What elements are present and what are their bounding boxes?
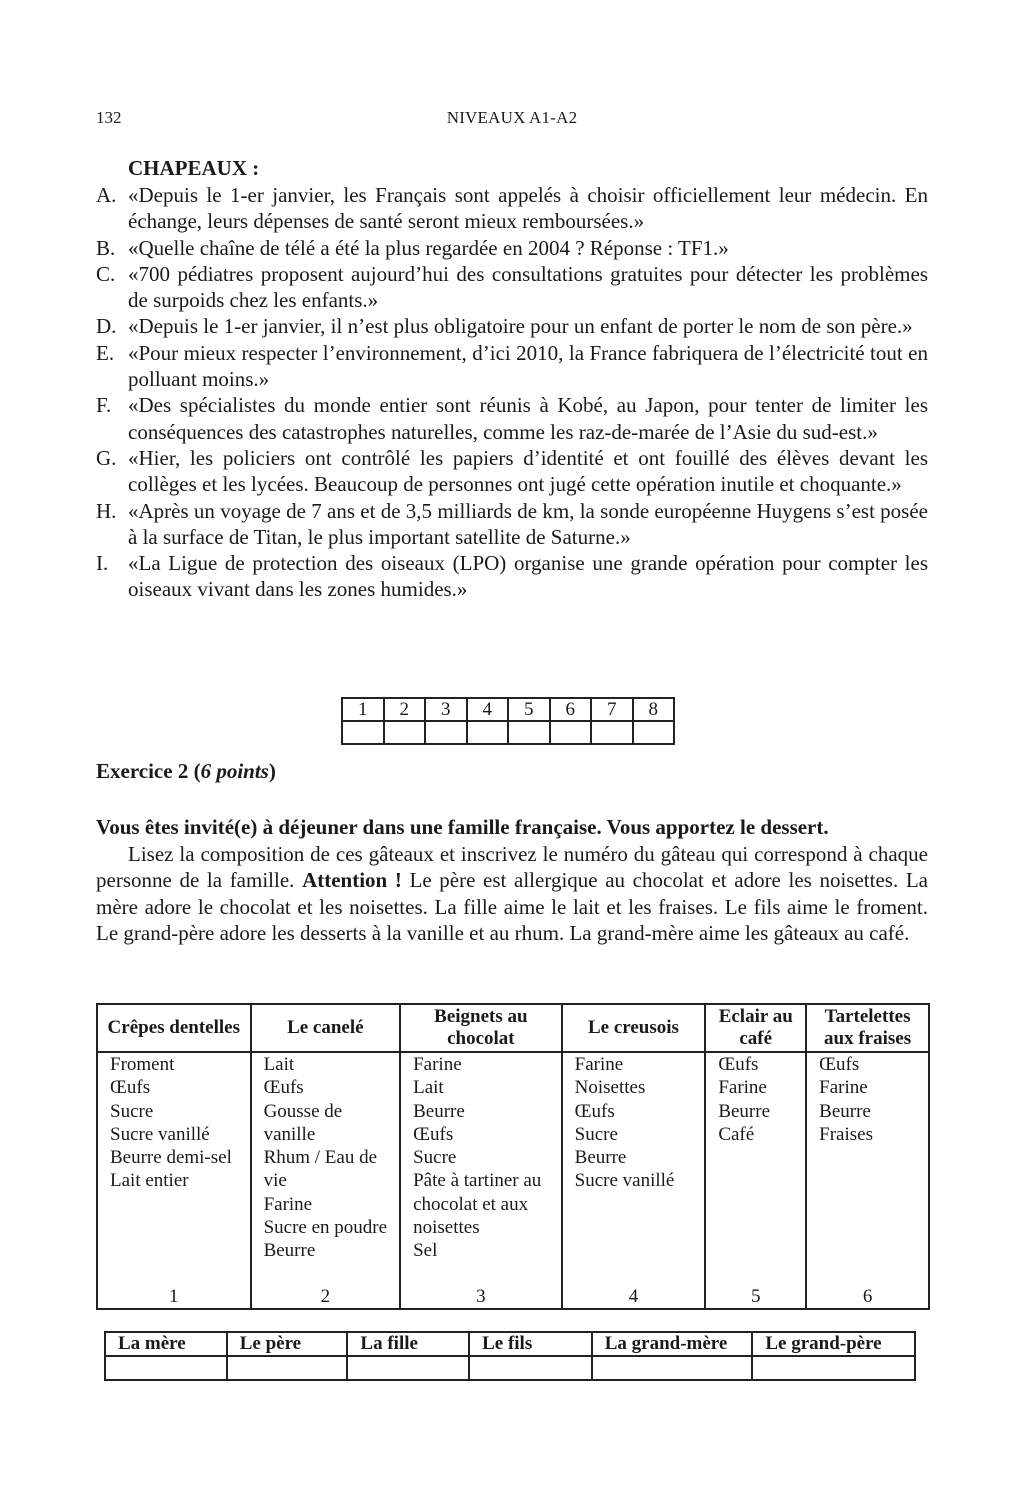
- ingredient: Sucre en poudre: [263, 1217, 388, 1239]
- ingredients-cell: [806, 1052, 929, 1309]
- ingredient: Œufs: [718, 1054, 759, 1075]
- item-text: «Après un voyage de 7 ans et de 3,5 milliards de km, la sonde européenne Huygens s’est posée à la surface de Titan, le plus important satellite de Saturne.»: [128, 498, 928, 549]
- ingredient: Œufs: [574, 1100, 615, 1122]
- ingredient: Froment: [110, 1054, 175, 1075]
- item-text: «Pour mieux respecter l’environnement, d’ici 2010, la France fabriquera de l’électricité tout en polluant moins.»: [128, 340, 928, 392]
- ingredient: Noisettes: [574, 1077, 646, 1099]
- ingredient: Café: [718, 1123, 755, 1145]
- family-answer-cell[interactable]: [752, 1356, 915, 1380]
- ingredient: Beurre: [413, 1100, 465, 1122]
- family-answer-cell[interactable]: [227, 1356, 348, 1380]
- dessert-number: 5: [750, 1285, 761, 1307]
- dessert-name: Crêpes dentelles: [97, 1004, 251, 1052]
- family-member: La grand-mère: [592, 1332, 753, 1356]
- family-member: La fille: [347, 1332, 469, 1356]
- ingredient: Œufs: [263, 1077, 304, 1099]
- chapeau-item: [96, 550, 928, 603]
- item-label: H.: [96, 498, 117, 523]
- answer-grid-numbers: [342, 698, 674, 721]
- answer-cell[interactable]: [633, 721, 675, 744]
- chapeau-item: [96, 392, 928, 445]
- item-text: «Depuis le 1-er janvier, les Français sont appelés à choisir officiellement leur médecin. En échange, leurs dépenses de santé seront mieux remboursées.»: [128, 183, 928, 234]
- ingredients-cell: [400, 1052, 562, 1309]
- dessert-name: Le creusois: [562, 1004, 706, 1052]
- ingredients-cell: [251, 1052, 401, 1309]
- item-label: D.: [96, 314, 117, 339]
- exercise-intro: Vous êtes invité(e) à déjeuner dans une famille française. Vous apportez le dessert.: [96, 815, 829, 839]
- item-label: F.: [96, 393, 112, 418]
- family-member: Le père: [227, 1332, 348, 1356]
- exercise-instructions: [96, 841, 928, 946]
- grid-number: 8: [633, 698, 675, 721]
- ingredient: Sucre: [574, 1123, 618, 1145]
- ingredient: Œufs: [413, 1123, 454, 1145]
- answer-grid-blanks: [342, 721, 674, 744]
- chapeau-item: [96, 498, 928, 551]
- dessert-number: 1: [169, 1285, 179, 1307]
- ingredient: Gousse de vanille: [263, 1100, 343, 1145]
- grid-number: 7: [591, 698, 633, 721]
- chapeau-item: [96, 182, 928, 235]
- grid-number: 3: [425, 698, 467, 721]
- grid-number: 4: [467, 698, 509, 721]
- chapeaux-list: [96, 182, 928, 603]
- instructions-part-1: Lisez la composition de ces gâteaux et inscrivez le numéro du gâteau qui correspond à chaque personne de la famille.: [96, 842, 928, 893]
- instructions-part-2: Le père est allergique au chocolat et adore les noisettes. La mère adore le chocolat et les noisettes. La fille aime le lait et les fraises. Le fils aime le froment. Le grand-père adore les desserts à la vanille et au rhum. La grand-mère aime les gâteaux au café.: [96, 868, 929, 945]
- ingredient: Beurre: [718, 1100, 771, 1122]
- item-label: B.: [96, 235, 116, 260]
- ingredient: Beurre: [263, 1240, 316, 1262]
- grid-number: 1: [342, 698, 384, 721]
- ingredient: Œufs: [110, 1077, 151, 1099]
- family-member: Le grand-père: [752, 1332, 915, 1356]
- family-member: Le fils: [469, 1332, 592, 1356]
- family-answer-table: [104, 1331, 916, 1381]
- ingredient: Farine: [574, 1054, 624, 1075]
- grid-number: 5: [508, 698, 550, 721]
- ingredient: Fraises: [819, 1123, 873, 1145]
- ingredient: Farine: [718, 1077, 767, 1099]
- dessert-number: 3: [476, 1285, 486, 1307]
- chapeaux-title: CHAPEAUX :: [128, 156, 260, 180]
- ingredient: Beurre: [574, 1147, 627, 1169]
- ingredient: Farine: [413, 1054, 462, 1075]
- ingredients-cell: [705, 1052, 806, 1309]
- item-label: I.: [96, 551, 109, 576]
- item-label: E.: [96, 340, 115, 365]
- ingredient: Sucre vanillé: [110, 1123, 210, 1145]
- grid-number: 6: [550, 698, 592, 721]
- chapeau-item: [96, 235, 928, 261]
- ingredient: Beurre: [819, 1100, 871, 1122]
- grid-number: 2: [384, 698, 426, 721]
- item-label: A.: [96, 183, 117, 207]
- chapeau-item: [96, 445, 928, 498]
- family-answer-cell[interactable]: [592, 1356, 753, 1380]
- item-text: «700 pédiatres proposent aujourd’hui des consultations gratuites pour détecter les problèmes de surpoids chez les enfants.»: [128, 261, 928, 313]
- dessert-header-row: [97, 1004, 929, 1052]
- attention-label: Attention !: [302, 868, 402, 893]
- ingredient: Pâte à tartiner au chocolat et aux noisettes: [413, 1170, 542, 1239]
- exercise-2-heading: [96, 759, 276, 784]
- item-text: «Des spécialistes du monde entier sont réunis à Kobé, au Japon, pour tenter de limiter les conséquences des catastrophes naturelles, comme les raz-de-marée de l’Asie du sud-est.»: [128, 393, 928, 444]
- family-answer-cell[interactable]: [347, 1356, 469, 1380]
- ingredient: Lait: [413, 1077, 444, 1099]
- family-answer-row: [105, 1356, 915, 1380]
- ingredient: Rhum / Eau de vie: [263, 1147, 378, 1192]
- answer-cell[interactable]: [550, 721, 592, 744]
- item-label: C.: [96, 261, 116, 286]
- dessert-name: Beignets au chocolat: [400, 1004, 562, 1052]
- answer-cell[interactable]: [508, 721, 550, 744]
- ingredient: Farine: [263, 1193, 313, 1215]
- ingredient: Sucre: [413, 1147, 457, 1169]
- chapeau-item: [96, 261, 928, 314]
- answer-cell[interactable]: [467, 721, 509, 744]
- family-member: La mère: [105, 1332, 227, 1356]
- ingredient: Œufs: [819, 1054, 860, 1075]
- dessert-name: Tartelettes aux fraises: [806, 1004, 929, 1052]
- item-label: G.: [96, 445, 117, 470]
- dessert-table: [96, 1003, 930, 1310]
- family-header-row: [105, 1332, 915, 1356]
- ingredient: Sucre: [110, 1100, 154, 1122]
- answer-cell[interactable]: [384, 721, 426, 744]
- ingredient: Lait entier: [110, 1170, 189, 1192]
- chapeaux-answer-grid: [341, 697, 675, 745]
- answer-cell[interactable]: [591, 721, 633, 744]
- dessert-name: Le canelé: [251, 1004, 401, 1052]
- exercise-points: 6 points: [200, 759, 269, 783]
- dessert-number: 4: [628, 1285, 639, 1307]
- family-answer-cell[interactable]: [469, 1356, 592, 1380]
- item-text: «Quelle chaîne de télé a été la plus regardée en 2004 ? Réponse : TF1.»: [128, 235, 729, 260]
- item-text: «La Ligue de protection des oiseaux (LPO) organise une grande opération pour compter les oiseaux vivant dans les zones humides.»: [128, 551, 928, 602]
- answer-cell[interactable]: [342, 721, 384, 744]
- running-header: NIVEAUX A1-A2: [446, 108, 578, 127]
- exercise-title: Exercice 2 (: [96, 759, 201, 783]
- family-answer-cell[interactable]: [105, 1356, 227, 1380]
- ingredient: Lait: [263, 1054, 295, 1075]
- ingredient: Farine: [819, 1077, 868, 1099]
- answer-cell[interactable]: [425, 721, 467, 744]
- item-text: «Hier, les policiers ont contrôlé les papiers d’identité et ont fouillé des élèves devant les collèges et les lycées. Beaucoup de personnes ont jugé cette opération inutile et choquante.»: [128, 445, 928, 497]
- ingredient: Sel: [413, 1240, 438, 1262]
- ingredients-cell: [562, 1052, 706, 1309]
- ingredient: Beurre demi-sel: [110, 1147, 232, 1169]
- chapeau-item: [96, 340, 928, 393]
- dessert-ingredients-row: [97, 1052, 929, 1309]
- exercise-title-close: ): [268, 759, 276, 783]
- item-text: «Depuis le 1-er janvier, il n’est plus obligatoire pour un enfant de porter le nom de son père.»: [128, 314, 913, 339]
- dessert-number: 2: [320, 1285, 331, 1307]
- chapeau-item: [96, 313, 928, 339]
- ingredients-cell: [97, 1052, 251, 1309]
- dessert-number: 6: [862, 1285, 873, 1307]
- dessert-name: Eclair au café: [705, 1004, 806, 1052]
- page-number: 132: [96, 108, 122, 127]
- ingredient: Sucre vanillé: [574, 1170, 675, 1192]
